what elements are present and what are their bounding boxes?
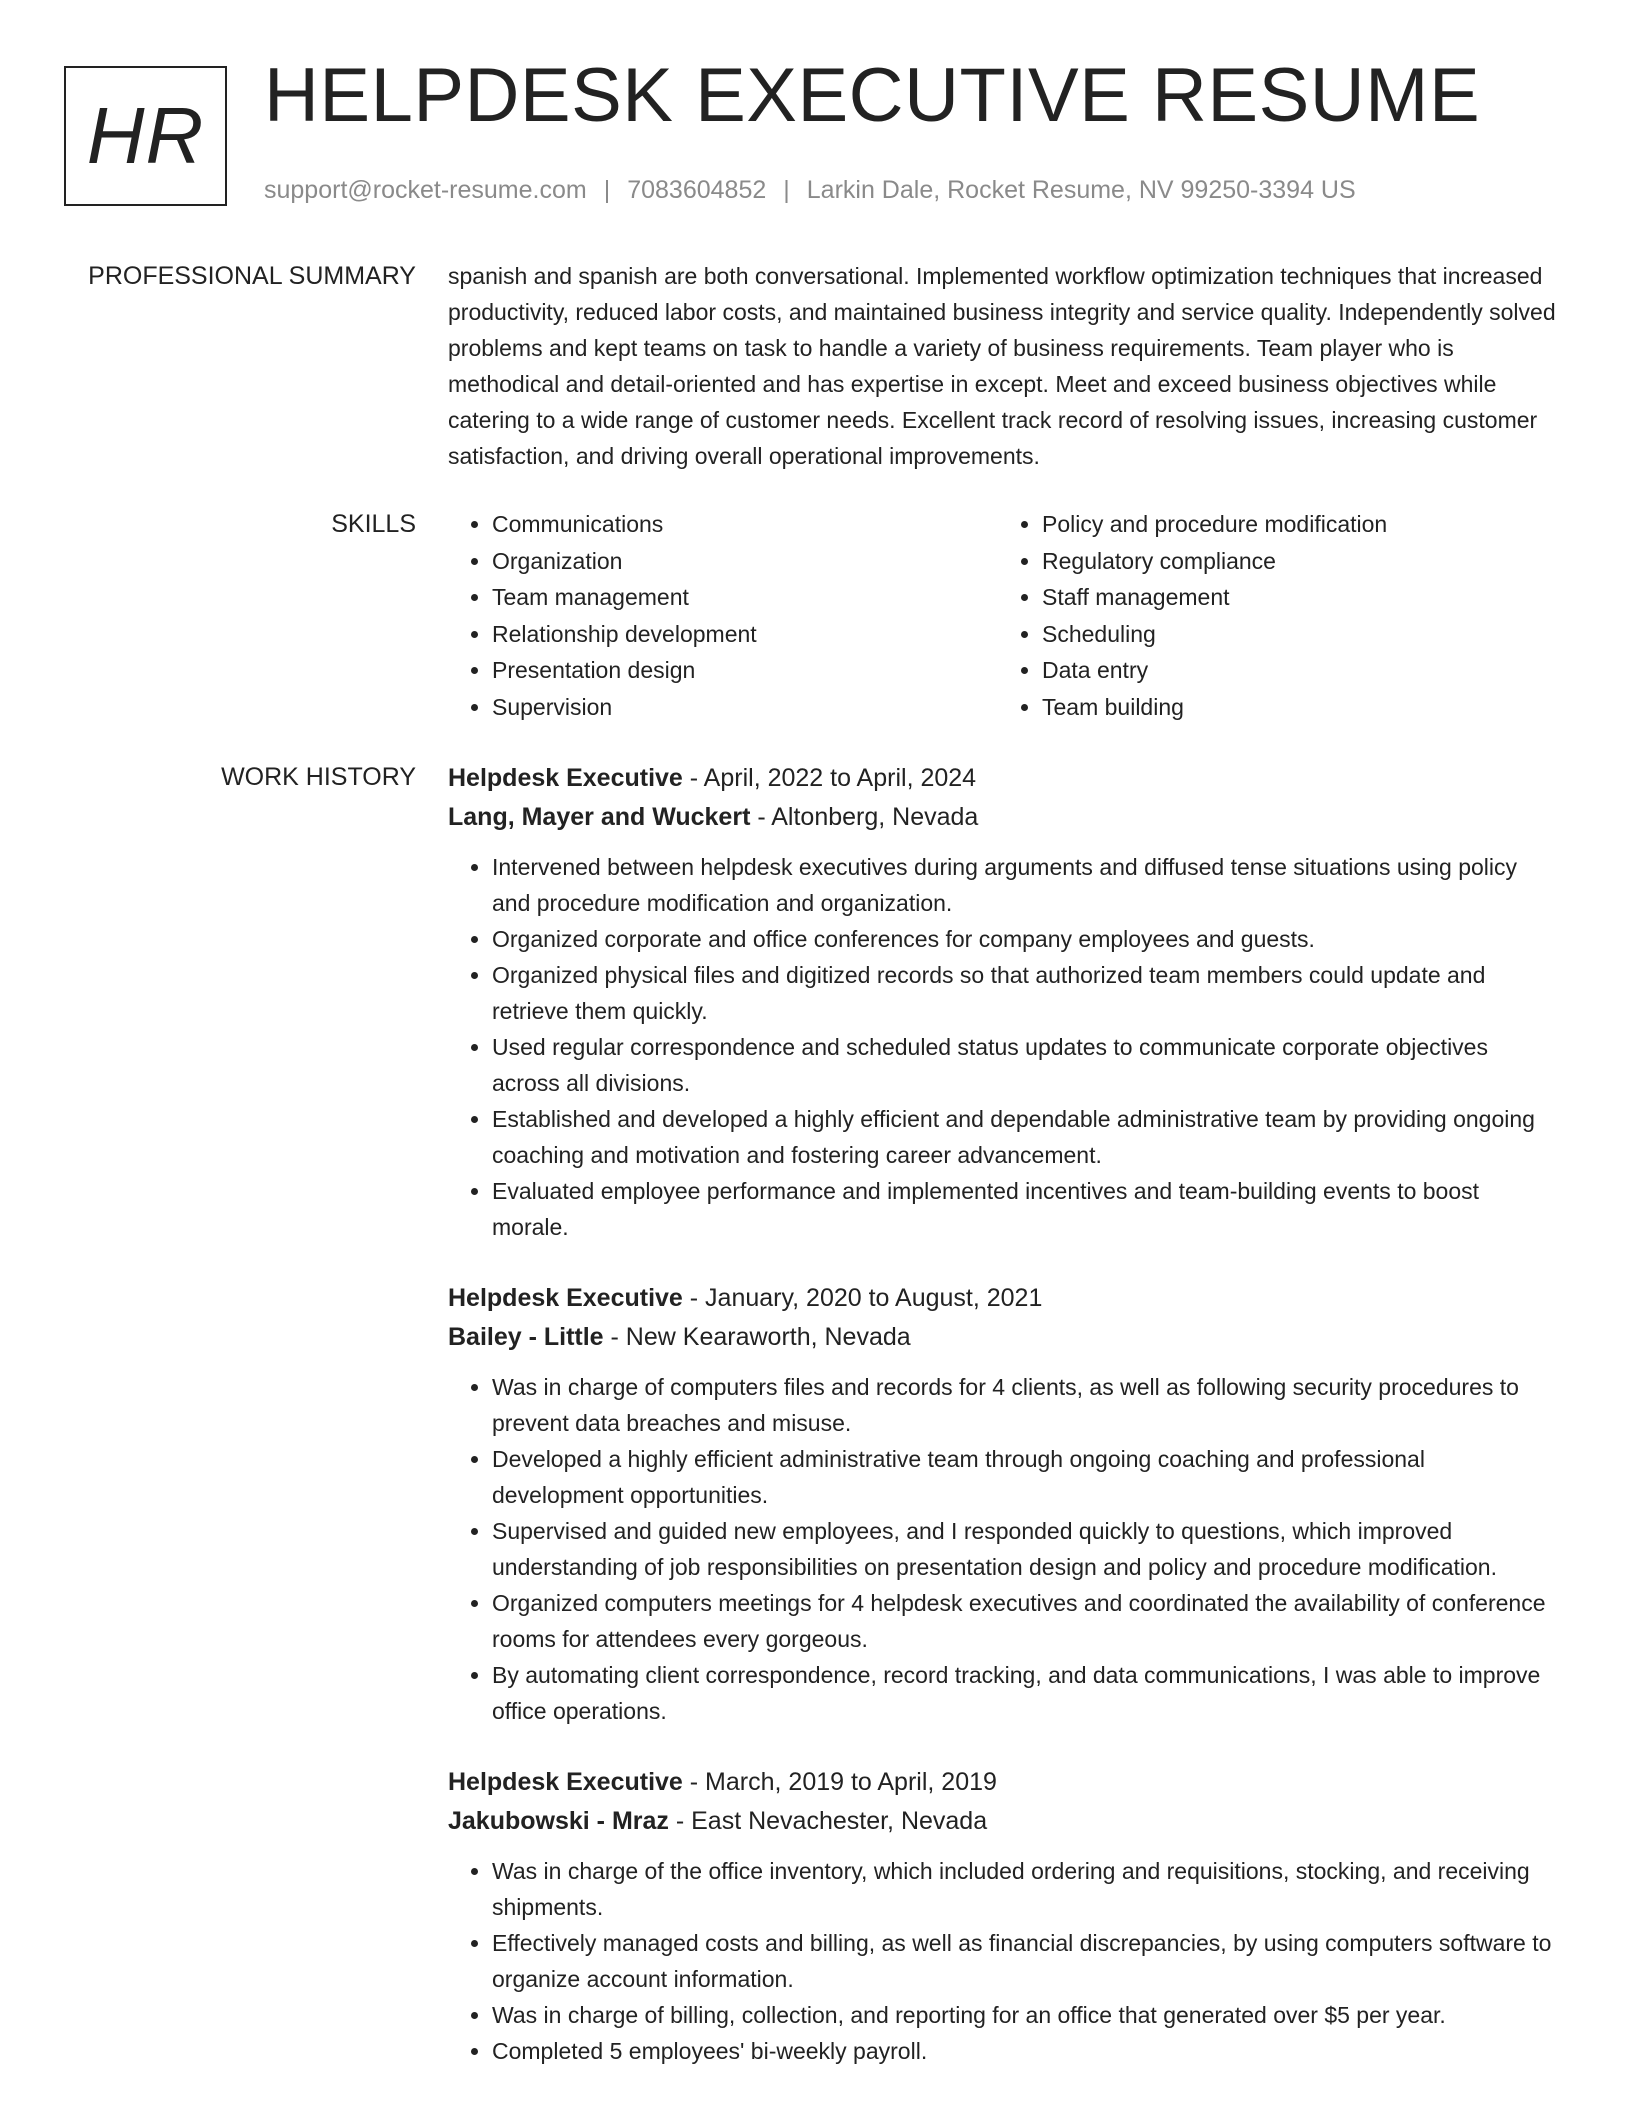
skills-list-left [448,506,998,725]
skill-item: • Policy and procedure modification [1042,506,1548,543]
job-title: Helpdesk Executive [448,1768,683,1796]
skill-item: • Presentation design [492,652,998,689]
job-bullet: • Organized corporate and office conferences for company employees and guests. [492,921,1560,957]
contact-email: support@rocket-resume.com [264,176,587,204]
skill-item: • Scheduling [1042,616,1548,653]
job-bullet: • Completed 5 employees' bi-weekly payroll. [492,2033,1560,2069]
job-title: Helpdesk Executive [448,1284,683,1312]
job-company-line [448,798,1560,837]
skill-item: • Team building [1042,689,1548,726]
job-location: - Altonberg, Nevada [750,803,979,831]
job-company: Bailey - Little [448,1323,604,1351]
summary-body [448,258,1560,474]
skill-item: • Communications [492,506,998,543]
skill-item: • Team management [492,579,998,616]
section-heading: WORK HISTORY [221,763,416,791]
job-bullet: • Effectively managed costs and billing, as well as financial discrepancies, by using computers software to organize account information. [492,1925,1560,1997]
job-company: Jakubowski - Mraz [448,1807,669,1835]
job-company-line [448,1318,1560,1357]
job-bullet: • Was in charge of computers files and records for 4 clients, as well as following security procedures to prevent data breaches and misuse. [492,1369,1560,1441]
summary-text: spanish and spanish are both conversational. Implemented workflow optimization techniques that increased productivity, reduced labor costs, and maintained business integrity and service quality. Independently solved problems and kept teams on task to handle a variety of business requirements. Team player who is methodical and detail-oriented and has expertise in except. Meet and exceed business objectives while catering to a wide range of customer needs. Excellent track record of resolving issues, increasing customer satisfaction, and driving overall operational improvements. [448,263,1556,469]
resume-header [0,0,1632,240]
job-bullet: • Intervened between helpdesk executives during arguments and diffused tense situations using policy and procedure modification and organization. [492,849,1560,921]
contact-separator: | [603,176,611,204]
job-dates: - April, 2022 to April, 2024 [682,764,977,792]
job-bullet: • Was in charge of billing, collection, and reporting for an office that generated over $5 per year. [492,1997,1560,2033]
contact-address: Larkin Dale, Rocket Resume, NV 99250-3394 US [806,176,1356,204]
skill-item: • Regulatory compliance [1042,543,1548,580]
job-bullet: • Organized physical files and digitized records so that authorized team members could update and retrieve them quickly. [492,957,1560,1029]
job-location: - East Nevachester, Nevada [668,1807,988,1835]
job-entry [448,1763,1560,2069]
contact-phone: 7083604852 [627,176,767,204]
job-bullet: • Established and developed a highly efficient and dependable administrative team by providing ongoing coaching and motivation and fostering career advancement. [492,1101,1560,1173]
resume-title: HELPDESK EXECUTIVE RESUME [264,53,1481,138]
contact-separator: | [783,176,790,204]
job-company-line [448,1802,1560,1841]
skill-item: • Relationship development [492,616,998,653]
skills-list-right [998,506,1548,725]
job-entry [448,1279,1560,1729]
job-title: Helpdesk Executive [448,764,683,792]
job-bullet-list [448,1369,1560,1729]
job-company: Lang, Mayer and Wuckert [448,803,751,831]
section-heading: PROFESSIONAL SUMMARY [88,262,416,290]
skill-item: • Supervision [492,689,998,726]
job-bullet: • Evaluated employee performance and implemented incentives and team-building events to boost morale. [492,1173,1560,1245]
skill-item: • Data entry [1042,652,1548,689]
skills-body [448,506,1560,725]
section-heading: SKILLS [331,510,416,538]
skill-item: • Organization [492,543,998,580]
work-history-body [448,759,1560,2103]
contact-line [264,176,1356,205]
job-bullet: • Organized computers meetings for 4 helpdesk executives and coordinated the availability of conference rooms for attendees every gorgeous. [492,1585,1560,1657]
job-bullet: • Was in charge of the office inventory, which included ordering and requisitions, stocking, and receiving shipments. [492,1853,1560,1925]
job-title-line [448,1279,1560,1318]
job-bullet-list [448,849,1560,1245]
job-title-line [448,1763,1560,1802]
job-bullet-list [448,1853,1560,2069]
skills-columns [448,506,1560,725]
job-title-line [448,759,1560,798]
job-location: - New Kearaworth, Nevada [603,1323,911,1351]
monogram-logo: HR [64,66,227,206]
job-dates: - January, 2020 to August, 2021 [682,1284,1043,1312]
skill-item: • Staff management [1042,579,1548,616]
job-bullet: • Developed a highly efficient administrative team through ongoing coaching and professional development opportunities. [492,1441,1560,1513]
job-entry [448,759,1560,1245]
job-dates: - March, 2019 to April, 2019 [682,1768,997,1796]
job-bullet: • By automating client correspondence, record tracking, and data communications, I was able to improve office operations. [492,1657,1560,1729]
job-bullet: • Supervised and guided new employees, and I responded quickly to questions, which improved understanding of job responsibilities on presentation design and policy and procedure modification. [492,1513,1560,1585]
job-bullet: • Used regular correspondence and scheduled status updates to communicate corporate objectives across all divisions. [492,1029,1560,1101]
